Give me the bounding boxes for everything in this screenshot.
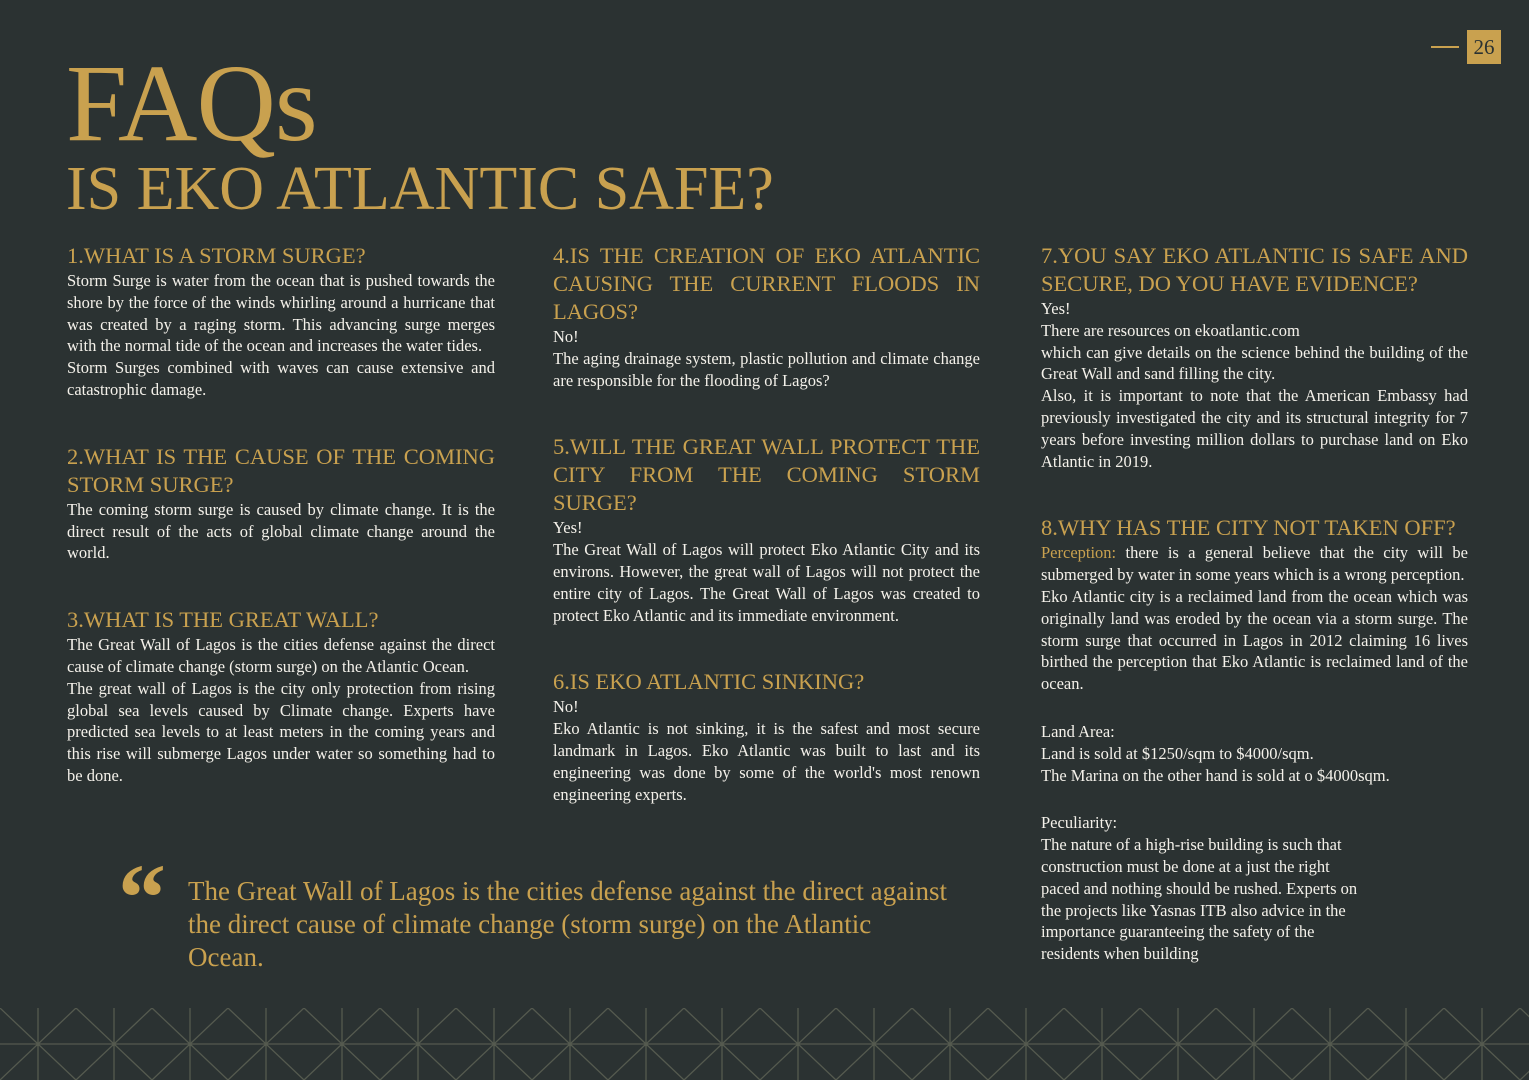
quote-mark-icon: “	[118, 844, 166, 951]
peculiarity-label: Peculiarity:	[1041, 813, 1118, 833]
peculiarity-line: The nature of a high-rise building is such that	[1041, 835, 1342, 855]
page-subtitle: IS EKO ATLANTIC SAFE?	[66, 155, 774, 223]
faq-answer: The coming storm surge is caused by climate change. It is the direct result of the acts of global climate change around the world.	[67, 499, 495, 563]
decorative-pattern	[0, 1008, 1529, 1080]
peculiarity-line: paced and nothing should be rushed. Experts on	[1041, 878, 1358, 898]
peculiarity-line: residents when building	[1041, 944, 1199, 964]
land-area-line: The Marina on the other hand is sold at o $4000sqm.	[1041, 765, 1390, 785]
pull-quote	[118, 844, 948, 974]
faq-question: 6.IS EKO ATLANTIC SINKING?	[553, 669, 865, 695]
peculiarity-line: importance guaranteeing the safety of the	[1041, 922, 1315, 942]
faq-answer: Also, it is important to note that the American Embassy had previously investigated the city and its structural integrity for 7 years before investing million dollars to purchase land on Eko Atlantic in 2019.	[1041, 386, 1468, 471]
page-number-dash	[1431, 46, 1459, 48]
faq-answer: No!	[553, 327, 579, 346]
faq-question: 2.WHAT IS THE CAUSE OF THE COMING STORM SURGE?	[67, 443, 495, 497]
faq-answer: Eko Atlantic city is a reclaimed land from the ocean which was originally land was eroded by the ocean via a storm surge. The storm surge that occurred in Lagos in 2012 claiming 16 lives birthed the perception that Eko Atlantic is reclaimed land of the ocean.	[1041, 586, 1468, 694]
faq-answer: Yes!	[553, 518, 583, 538]
peculiarity-line: the projects like Yasnas ITB also advice in the	[1041, 900, 1346, 920]
faq-question: 5.WILL THE GREAT WALL PROTECT THE CITY FROM THE COMING STORM SURGE?	[553, 434, 980, 516]
faq-answer: There are resources on ekoatlantic.com	[1041, 320, 1300, 340]
perception-label: Perception:	[1041, 543, 1117, 563]
faq-column-2	[553, 242, 980, 805]
faq-2	[67, 443, 495, 564]
faq-7	[1041, 242, 1468, 472]
land-area-label: Land Area:	[1041, 721, 1115, 741]
faq-answer: Storm Surges combined with waves can cause extensive and catastrophic damage.	[67, 358, 495, 399]
faq-answer: The great wall of Lagos is the city only protection from rising global sea levels caused by Climate change. Experts have predicted sea levels to at least meters in the coming years and this rise will submerge Lagos under water so something had to be done.	[67, 678, 495, 785]
faq-answer: Yes!	[1041, 299, 1071, 318]
faq-answer: The Great Wall of Lagos will protect Eko Atlantic City and its environs. However, the great wall of Lagos will not protect the entire city of Lagos. The Great Wall of Lagos was created to protect Eko Atlantic and its immediate environment.	[553, 540, 980, 625]
faq-question: 8.WHY HAS THE CITY NOT TAKEN OFF?	[1041, 515, 1456, 541]
land-area-line: Land is sold at $1250/sqm to $4000/sqm.	[1041, 743, 1314, 763]
faq-4	[553, 242, 980, 391]
page-number	[1431, 30, 1501, 64]
faq-answer: Storm Surge is water from the ocean that is pushed towards the shore by the force of the winds whirling around a hurricane that was created by a raging storm. This advancing surge merges with the normal tide of the ocean and increases the water tides.	[67, 271, 495, 356]
faq-3	[67, 606, 495, 787]
faq-question: 1.WHAT IS A STORM SURGE?	[67, 243, 366, 268]
faq-question: 4.IS THE CREATION OF EKO ATLANTIC CAUSING THE CURRENT FLOODS IN LAGOS?	[553, 243, 980, 324]
page-title: FAQs	[66, 42, 317, 164]
faq-answer-perception	[1041, 542, 1468, 586]
faq-answer: which can give details on the science behind the building of the Great Wall and sand filling the city.	[1041, 342, 1468, 384]
quote-text: The Great Wall of Lagos is the cities defense against the direct against the direct cause of climate change (storm surge) on the Atlantic Ocean.	[188, 876, 948, 972]
perception-text: there is a general believe that the city will be submerged by water in some years which is a wrong perception.	[1041, 543, 1468, 585]
faq-column-3	[1041, 242, 1468, 965]
faq-6	[553, 668, 980, 805]
faq-question: 7.YOU SAY EKO ATLANTIC IS SAFE AND SECURE, DO YOU HAVE EVIDENCE?	[1041, 243, 1468, 296]
faq-question: 3.WHAT IS THE GREAT WALL?	[67, 607, 379, 633]
faq-1	[67, 242, 495, 401]
faq-8	[1041, 514, 1468, 965]
faq-answer: The aging drainage system, plastic pollution and climate change are responsible for the flooding of Lagos?	[553, 348, 980, 390]
faq-column-1	[67, 242, 495, 787]
peculiarity-line: construction must be done at a just the right	[1041, 856, 1330, 876]
faq-answer: No!	[553, 697, 579, 717]
faq-5	[553, 433, 980, 626]
faq-answer: Eko Atlantic is not sinking, it is the safest and most secure landmark in Lagos. Eko Atlantic was built to last and its engineering was done by some of the world's most renown engineering experts.	[553, 719, 980, 804]
page-number-box: 26	[1467, 30, 1501, 64]
faq-answer: The Great Wall of Lagos is the cities defense against the direct cause of climate change (storm surge) on the Atlantic Ocean.	[67, 635, 495, 676]
